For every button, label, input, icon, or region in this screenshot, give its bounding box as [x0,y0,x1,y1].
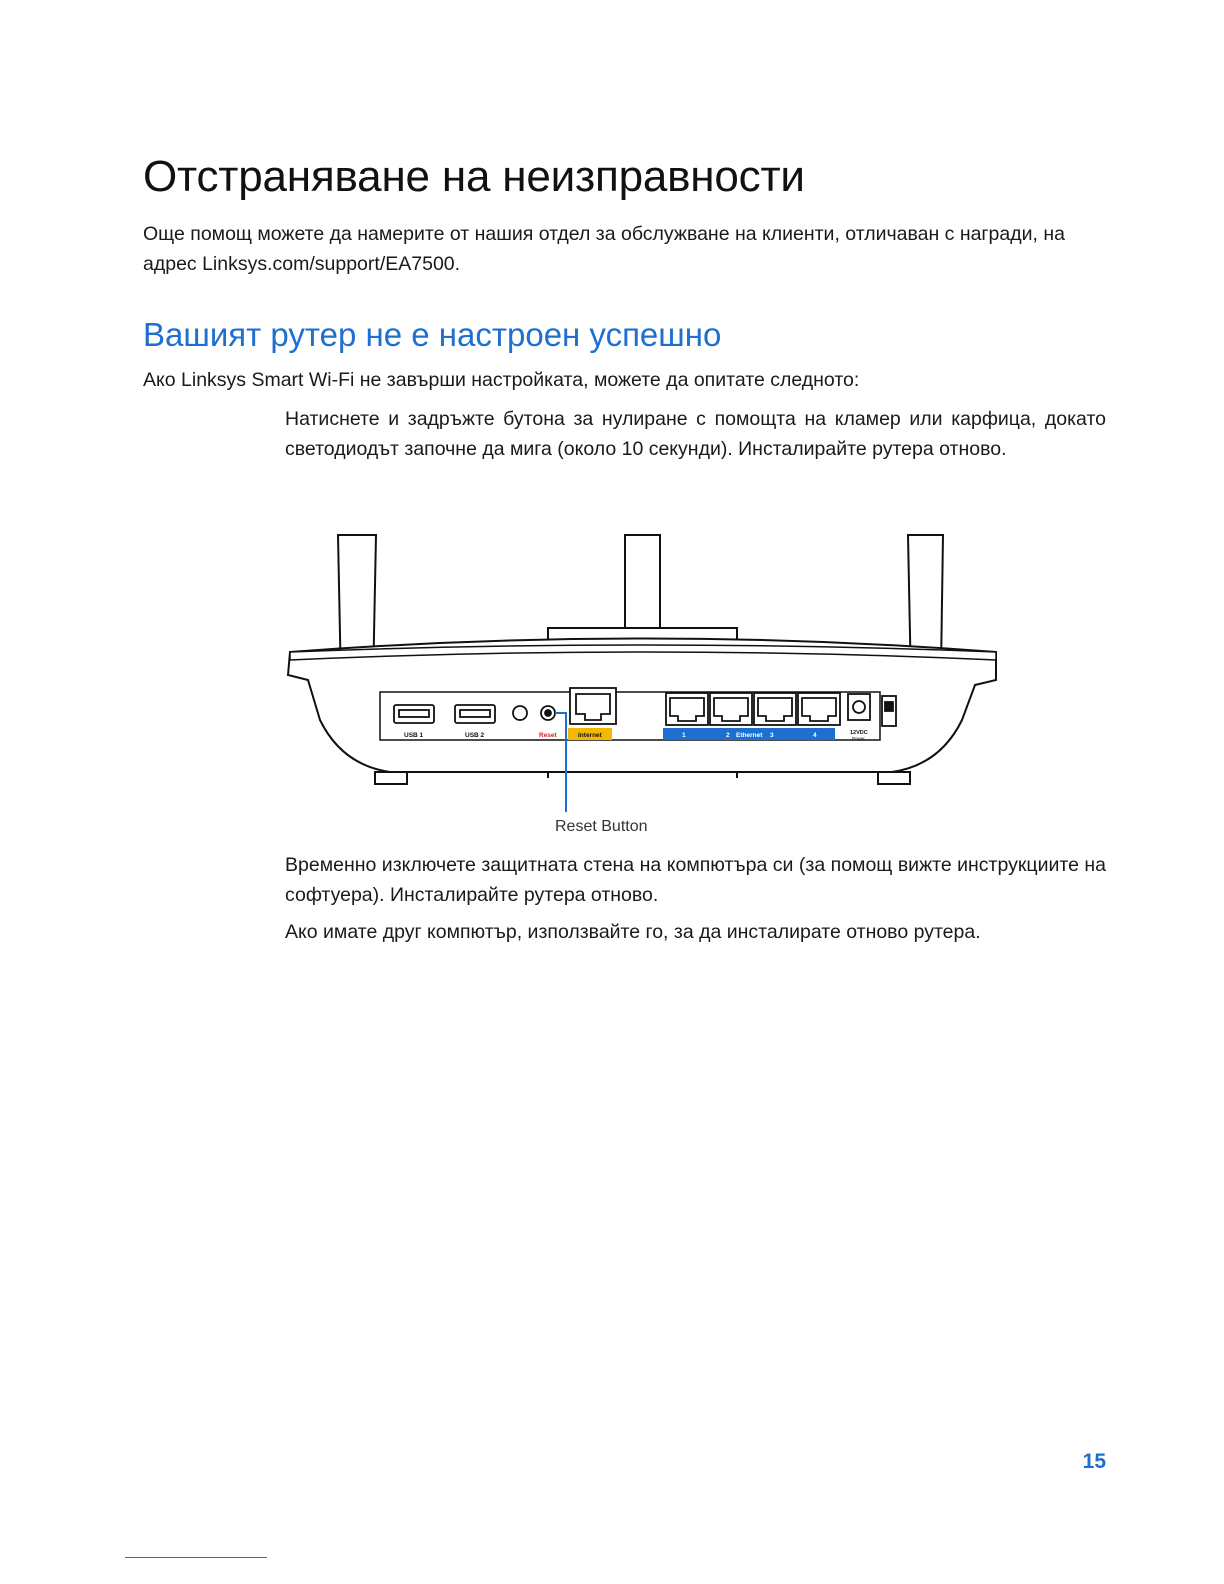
step-reset-router: Натиснете и задръжте бутона за нулиране с помощта на кламер или карфица, докато светодиодът започне да мига (около 10 секунди). Инсталирайте рутера отново. [285,408,1106,460]
page-title: Отстраняване на неизправности [143,152,805,201]
foot-right [878,772,910,784]
section-title: Вашият рутер не е настроен успешно [143,316,722,353]
power-voltage-label: 12VDC [850,730,868,736]
lead-paragraph: Ако Linksys Smart Wi-Fi не завърши настройката, можете да опитате следното: [143,369,860,391]
intro-paragraph: Още помощ можете да намерите от нашия отдел за обслужване на клиенти, отличаван с награди, на адрес Linksys.com/support/EA7500. [143,223,1065,275]
usb1-label: USB 1 [404,732,424,739]
eth2-label: 2 [726,732,730,739]
internet-label: Internet [578,732,602,739]
eth3-label: 3 [770,732,774,739]
wps-button [513,706,527,720]
ethernet-label: Ethernet [736,732,763,739]
figure-caption: Reset Button [555,818,648,835]
foot-left [375,772,407,784]
step-use-other-computer: Ако имате друг компютър, използвайте го, за да инсталирате отново рутера. [285,921,981,943]
reset-label: Reset [539,732,557,739]
eth1-label: 1 [682,732,686,739]
router-back-illustration [280,530,1010,840]
eth4-label: 4 [813,732,817,739]
step-disable-firewall: Временно изключете защитната стена на компютъра си (за помощ вижте инструкциите на софтуера). Инсталирайте рутера отново. [285,854,1106,906]
power-label: Power [852,736,865,741]
footer-rule [125,1557,267,1558]
usb2-label: USB 2 [465,732,485,739]
page-number: 15 [1082,1450,1106,1473]
